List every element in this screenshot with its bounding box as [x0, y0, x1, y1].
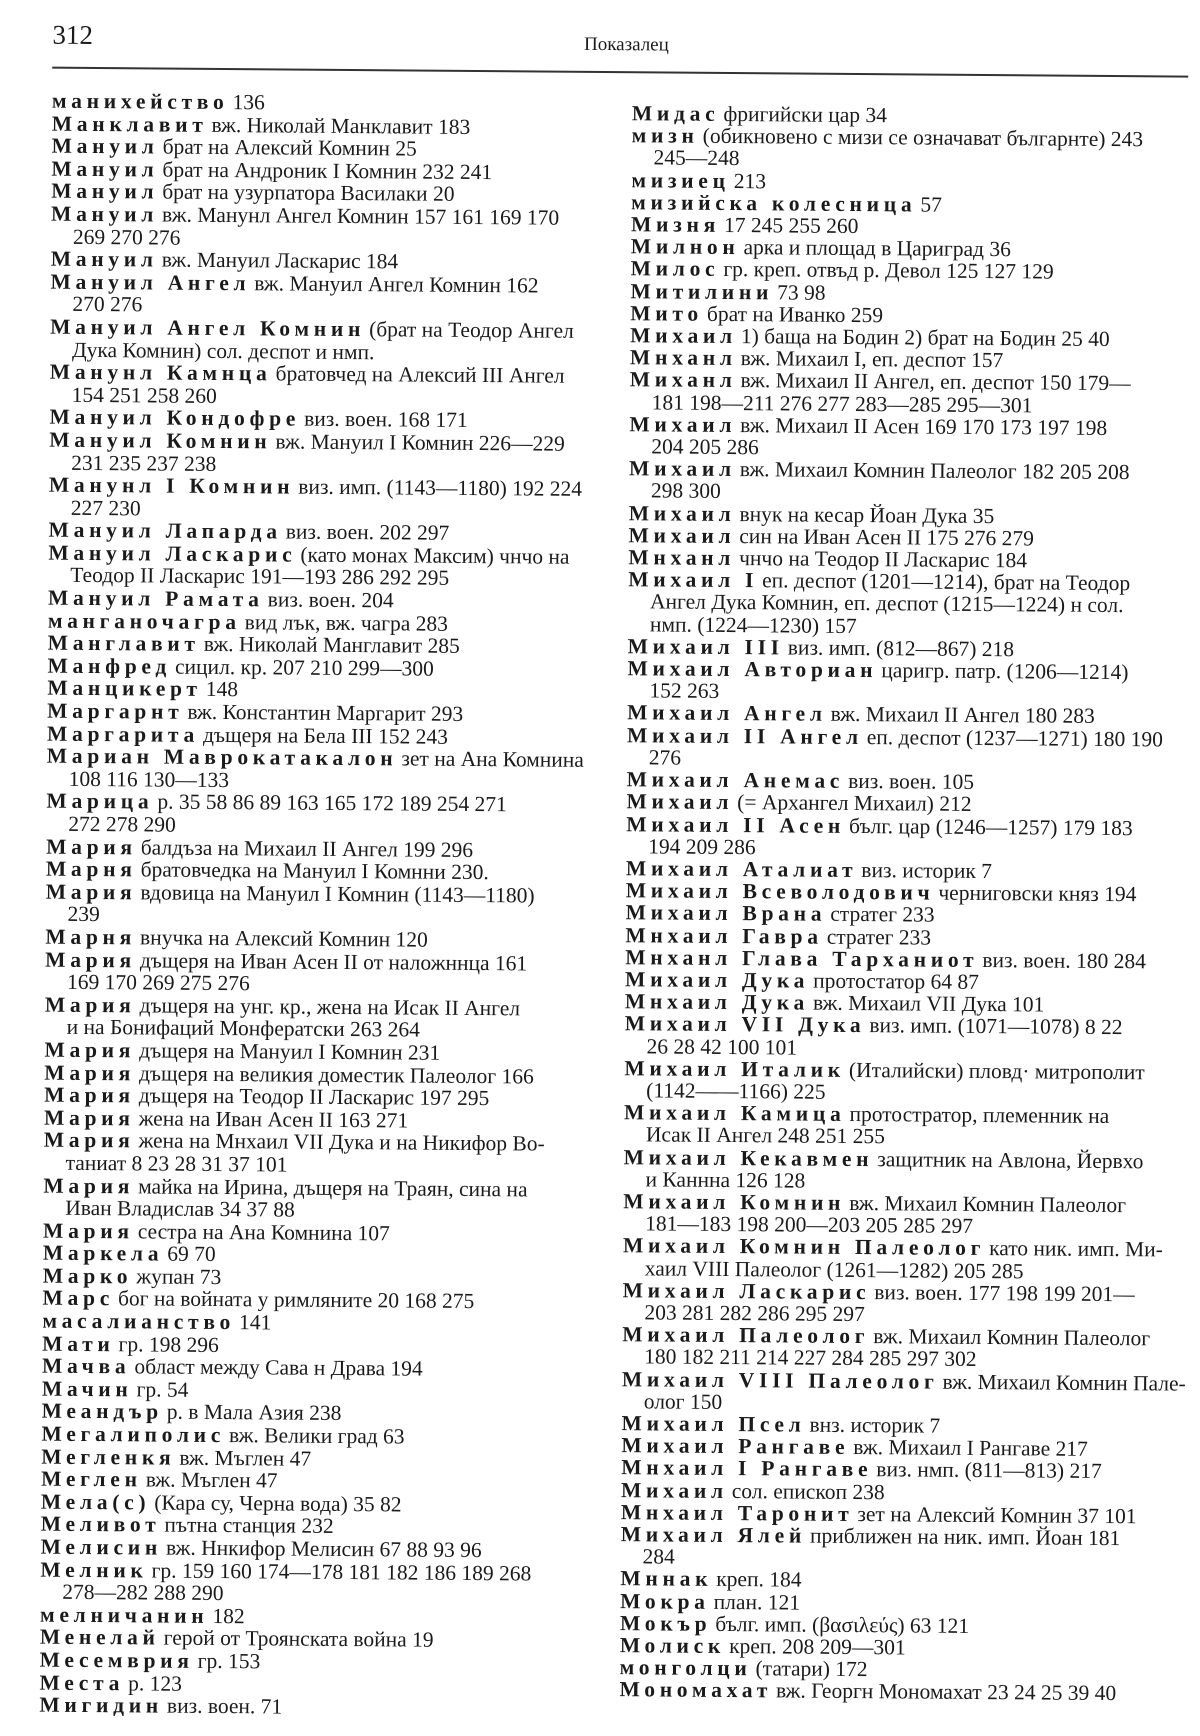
entry-text: майка на Ирина, дъщеря на Траян, сина на: [138, 1173, 528, 1201]
entry-text: Исак II Ангел 248 251 255: [645, 1122, 886, 1149]
entry-text: (= Архангел Михаил) 212: [737, 790, 972, 817]
entry-text: 276: [648, 745, 682, 770]
entry-text: виз. воен. 168 171: [304, 406, 468, 433]
entry-first-line: [619, 1679, 1189, 1706]
index-entry: [624, 1013, 1194, 1062]
entry-text: 272 278 290: [68, 811, 176, 837]
entry-headword: Михаил Палеолог: [622, 1322, 870, 1349]
entry-headword: Михаил Комнин: [623, 1189, 846, 1215]
entry-text: вж. Николай Манклавит 183: [211, 112, 471, 139]
page-number: 312: [52, 19, 94, 50]
entry-text: област между Сава н Драва 194: [134, 1354, 423, 1381]
entry-text: 148: [205, 677, 239, 702]
index-entry: [49, 429, 609, 479]
entry-text: олог 150: [643, 1389, 723, 1414]
index-entry: [40, 1558, 600, 1608]
entry-headword: Мануил: [51, 133, 159, 159]
index-entry: [39, 1694, 599, 1721]
entry-text: като ник. имп. Ми-: [989, 1236, 1163, 1262]
entry-text: сицил. кр. 207 210 299—300: [174, 654, 434, 681]
entry-headword: Михаил Ялей: [620, 1522, 807, 1548]
entry-text: р. в Мала Азия 238: [166, 1400, 342, 1426]
entry-text: вж. Константин Маргарит 293: [187, 699, 464, 726]
entry-headword: Мегленкя: [41, 1444, 176, 1470]
entry-headword: мизиец: [631, 167, 730, 193]
entry-headword: Мария: [43, 1127, 135, 1153]
index-entry: [51, 203, 611, 253]
index-entry: [622, 1279, 1192, 1328]
index-entry: [630, 369, 1200, 418]
entry-text: стратег 233: [826, 924, 932, 950]
entry-headword: Мануил Ангел: [50, 269, 251, 295]
entry-text: еп. деспот (1237—1271) 180 190: [866, 724, 1164, 752]
index-entry: [624, 1101, 1194, 1150]
index-entry: [50, 270, 610, 320]
entry-headword: Михаил Ласкарис: [622, 1277, 871, 1304]
entry-headword: Маргарнт: [47, 698, 184, 724]
entry-text: 298 300: [650, 478, 721, 504]
index-entry: [48, 542, 608, 592]
entry-headword: манихейство: [51, 88, 229, 115]
entry-text: вж. Михаил Комнин Пале-: [942, 1369, 1186, 1396]
entry-text: 239: [67, 902, 100, 927]
index-entry: [623, 1190, 1193, 1239]
entry-text: зет на Алексий Комнин 37 101: [857, 1501, 1137, 1529]
entry-headword: Манфред: [47, 653, 172, 679]
entry-text: гр. 153: [197, 1648, 261, 1674]
entry-text: фригийски цар 34: [723, 101, 888, 128]
entry-headword: Михаил Авториан: [627, 656, 878, 683]
entry-text: (Италийски) пловд· митрополит: [848, 1057, 1145, 1085]
index-entry: [45, 993, 605, 1043]
entry-text: 181 198—211 276 277 283—285 295—301: [651, 390, 1033, 418]
entry-text: 269 270 276: [72, 224, 181, 250]
entry-text: вж. Михаил Комнин Палеолог: [849, 1190, 1127, 1218]
entry-text: вж. Михаил VII Дука 101: [812, 990, 1045, 1017]
entry-headword: Мануил Рамата: [47, 585, 264, 612]
entry-text: 231 235 237 238: [71, 450, 217, 476]
entry-headword: Мария: [44, 1037, 136, 1063]
entry-headword: Мария: [43, 1218, 134, 1244]
entry-headword: Манклавит: [51, 111, 208, 137]
entry-headword: Мачва: [41, 1353, 131, 1379]
entry-headword: Мегалиполис: [41, 1421, 226, 1448]
entry-headword: масалианство: [42, 1308, 236, 1335]
entry-text: дъщеря на Иван Асен II от наложннца 161: [139, 947, 528, 975]
index-entry: [47, 745, 607, 795]
entry-headword: Михаил Анемас: [626, 767, 845, 794]
entry-text: вж. Ннкифор Мелисин 67 88 93 96: [165, 1535, 482, 1563]
entry-headword: Мария: [44, 1060, 136, 1085]
entry-headword: Мария: [43, 1105, 135, 1131]
entry-headword: Манунл I Комнин: [48, 472, 295, 499]
entry-headword: Мария: [44, 1082, 135, 1108]
index-entry: [629, 457, 1199, 506]
entry-text: Иван Владислав 34 37 88: [65, 1195, 295, 1222]
entry-headword: Мануил: [51, 156, 159, 182]
entry-text: хаил VIII Палеолог (1261—1282) 205 285: [644, 1255, 1024, 1283]
entry-text: пътна станция 232: [164, 1513, 334, 1539]
index-entry: [620, 1523, 1190, 1572]
entry-text: черниговски княз 194: [938, 880, 1137, 907]
entry-text: 108 116 130—133: [68, 766, 230, 792]
entry-text: вж. Мануил Ласкарис 184: [161, 247, 399, 274]
entry-text: дъщеря на Мануил I Комнин 231: [139, 1038, 441, 1065]
entry-headword: Мануил Ангел Комнин: [50, 314, 366, 342]
entry-text: протостатор 64 87: [813, 968, 979, 994]
entry-headword: Мнханл: [629, 345, 737, 371]
entry-headword: Милнон: [630, 234, 740, 260]
entry-headword: Меглен: [41, 1466, 142, 1492]
entry-text: р. 35 58 86 89 163 165 172 189 254 271: [157, 789, 507, 817]
entry-text: виз. воен. 180 284: [982, 947, 1147, 974]
entry-text: дъщеря на Бела III 152 243: [202, 722, 448, 749]
entry-headword: Меливот: [40, 1512, 161, 1537]
entry-text: виз. воен. 202 297: [285, 519, 450, 546]
entry-headword: Мануил Кондофре: [49, 404, 301, 431]
entry-headword: Михаил Комнин Палеолог: [622, 1233, 986, 1261]
entry-text: гр. 54: [136, 1377, 189, 1402]
entry-text: 57: [920, 192, 943, 217]
entry-headword: Михаил VIII Палеолог: [621, 1366, 939, 1394]
entry-headword: Миханл: [629, 367, 737, 393]
entry-headword: Мигидин: [39, 1692, 164, 1718]
entry-text: зет на Ана Комнина: [401, 746, 585, 773]
entry-text: внук на кесар Йоан Дука 35: [739, 501, 995, 528]
entry-text: 152 263: [649, 678, 720, 704]
entry-text: 169 170 269 275 276: [66, 969, 250, 996]
entry-text: (брат на Теодор Ангел: [369, 317, 574, 343]
entry-text: протостратор, племенник на: [849, 1102, 1110, 1129]
index-column-left: [39, 90, 612, 1721]
entry-headword: Месемврия: [39, 1647, 194, 1673]
entry-headword: Менелай: [39, 1625, 160, 1650]
entry-headword: Мария: [45, 879, 137, 905]
entry-text: брат на Алексий Комнин 25: [162, 134, 417, 161]
entry-text: виз. историк 7: [861, 857, 993, 883]
header-rule: [52, 67, 1188, 78]
entry-text: 26 28 42 100 101: [646, 1033, 798, 1060]
entry-text: вж. Николай Манглавит 285: [203, 632, 460, 659]
entry-headword: Марс: [42, 1286, 115, 1311]
entry-text: вж. Мъглен 47: [179, 1445, 312, 1471]
entry-text: 69 70: [167, 1241, 216, 1267]
entry-headword: Мати: [42, 1331, 115, 1356]
entry-text: сестра на Ана Комнина 107: [137, 1219, 390, 1246]
entry-text: виз. нмп. (811—813) 217: [876, 1457, 1102, 1484]
entry-text: 227 230: [70, 495, 141, 521]
entry-text: план. 121: [713, 1589, 801, 1615]
entry-headword: Михаил Рангаве: [621, 1433, 850, 1460]
entry-headword: Мануил: [50, 246, 158, 272]
index-entry: [628, 568, 1199, 639]
entry-text: виз. имп. (1143—1180) 192 224: [298, 474, 583, 501]
entry-text: дъщеря на унг. кр., жена на Исак II Ангел: [139, 993, 521, 1021]
entry-headword: Михаил: [628, 523, 736, 548]
entry-text: братовчед на Алексий III Ангел: [275, 361, 565, 388]
entry-headword: Митилини: [630, 278, 774, 304]
index-entry: [46, 790, 606, 840]
entry-text: виз. имп. (1071—1078) 8 22: [869, 1013, 1123, 1040]
index-entry: [49, 474, 609, 524]
index-entry: [619, 1679, 1189, 1706]
entry-headword: Михаил Всеволодович: [625, 878, 935, 905]
entry-headword: Михаил: [626, 789, 734, 815]
entry-text: внучка на Алексий Комнин 120: [139, 925, 428, 952]
entry-first-line: [621, 1523, 1191, 1550]
entry-headword: Милос: [630, 256, 720, 282]
entry-text: 245—248: [653, 145, 740, 171]
entry-text: жена на Мнхаил VII Дука и на Никифор Во-: [138, 1128, 545, 1156]
entry-headword: Михаил: [628, 500, 736, 526]
entry-headword: Меандър: [41, 1399, 163, 1425]
entry-headword: Мито: [630, 301, 704, 326]
entry-headword: Молиск: [619, 1633, 726, 1659]
entry-headword: Михаил Псел: [621, 1411, 806, 1437]
entry-headword: Михаил VII Дука: [624, 1011, 866, 1038]
entry-text: Ангел Дука Комнин, еп. деспот (1215—1224) н сол.: [649, 589, 1124, 618]
entry-text: 194 209 286: [648, 834, 756, 859]
entry-text: (татари) 172: [755, 1656, 868, 1682]
entry-text: 136: [232, 90, 265, 115]
entry-text: жупан 73: [136, 1264, 222, 1289]
entry-text: вж. Мануил I Комнин 226—229: [275, 429, 565, 456]
entry-headword: Места: [39, 1670, 125, 1695]
entry-headword: Мачин: [41, 1376, 133, 1402]
entry-headword: Михаил II Ангел: [626, 722, 863, 749]
entry-headword: Мария: [44, 992, 136, 1018]
entry-headword: Манунл Камнца: [49, 359, 272, 386]
index-entry: [626, 813, 1196, 862]
entry-text: вж. Михаил Комнин Палеолог 182 205 208: [739, 457, 1130, 485]
entry-text: стратег 233: [830, 902, 935, 927]
entry-text: 180 182 211 214 227 284 285 297 302: [644, 1344, 977, 1372]
entry-headword: Мокра: [620, 1588, 710, 1614]
entry-text: арка и площад в Цариград 36: [743, 235, 1011, 262]
entry-text: и Каннна 126 128: [645, 1167, 806, 1193]
entry-text: защитник на Авлона, Йервхо: [877, 1146, 1144, 1173]
index-entry: [624, 1057, 1194, 1106]
entry-text: герой от Троянската война 19: [163, 1625, 434, 1653]
entry-text: (Кара су, Черна вода) 35 82: [154, 1490, 402, 1517]
index-entry: [629, 413, 1199, 462]
entry-text: жена на Иван Асен II 163 271: [138, 1106, 409, 1133]
entry-headword: Мизня: [630, 212, 721, 237]
entry-headword: Мариан Маврокатакалон: [46, 743, 398, 771]
entry-text: и на Бонифаций Монфератски 263 264: [66, 1015, 421, 1042]
entry-first-line: [627, 724, 1197, 751]
entry-headword: Марня: [45, 856, 137, 882]
entry-text: вж. Мануил Ангел Комнин 162: [254, 271, 539, 298]
entry-text: гр. креп. отвъд р. Девол 125 127 129: [723, 257, 1054, 284]
entry-headword: Мануил Комнин: [49, 427, 272, 454]
entry-headword: Михаил Врана: [625, 900, 827, 927]
entry-headword: Марко: [42, 1263, 133, 1289]
entry-text: брат на Андроник I Комнин 232 241: [162, 157, 493, 184]
entry-headword: Мнхаил Дука: [624, 989, 810, 1015]
index-entry: [44, 1129, 604, 1179]
entry-text: виз. воен. 204: [267, 587, 394, 613]
entry-text: 182: [212, 1603, 245, 1629]
entry-headword: Манцикерт: [47, 676, 202, 702]
entry-text: вж. Михаил II Асен 169 170 173 197 198: [740, 412, 1108, 440]
index-entry: [631, 124, 1200, 173]
entry-headword: Михаил II Асен: [626, 811, 846, 838]
entry-text: 17 245 255 260: [723, 212, 859, 239]
index-entry: [622, 1323, 1192, 1372]
entry-text: балдъза на Михаил II Ангел 199 296: [140, 834, 474, 862]
entry-headword: Мануил: [51, 201, 159, 227]
index-entry: [43, 1174, 603, 1224]
entry-headword: Михаил I: [628, 567, 759, 593]
entry-text: вж. Михаил II Ангел 180 283: [830, 702, 1095, 729]
entry-headword: Мария: [46, 834, 137, 859]
entry-headword: Михаил: [620, 1477, 728, 1503]
entry-text: 1) баща на Бодин 2) брат на Бодин 25 40: [740, 324, 1110, 352]
index-entry: [50, 361, 610, 411]
entry-text: виз. воен. 177 198 199 201—: [874, 1279, 1135, 1306]
entry-text: Дука Комнин) сол. деспот и нмп.: [71, 337, 375, 364]
entry-headword: Михаил Ангел: [627, 700, 827, 727]
entry-headword: Мелник: [40, 1557, 148, 1583]
entry-headword: Марня: [45, 924, 137, 950]
entry-headword: Мидас: [631, 101, 720, 126]
entry-headword: мизийска колесница: [631, 190, 917, 217]
entry-headword: Мануил: [51, 179, 159, 204]
entry-headword: Михаил Аталиат: [625, 856, 858, 882]
entry-headword: Михаил Камица: [623, 1100, 846, 1127]
entry-text: (1142——1166) 225: [646, 1078, 826, 1104]
entry-text: вж. Велики град 63: [229, 1423, 405, 1449]
entry-text: внз. историк 7: [809, 1412, 941, 1438]
entry-headword: Марица: [46, 789, 154, 814]
entry-headword: Мануил Лапарда: [48, 517, 282, 544]
entry-text: 203 281 282 286 295 297: [644, 1300, 865, 1327]
index-entry: [623, 1146, 1193, 1195]
entry-headword: мелничанин: [40, 1602, 209, 1628]
entry-headword: Михаил: [630, 323, 737, 349]
entry-text: (обикновено с мизи се означават българнте) 243: [702, 123, 1144, 152]
entry-headword: Мелисин: [40, 1534, 163, 1560]
entry-text: 154 251 258 260: [71, 382, 217, 408]
entry-headword: Маргарита: [46, 721, 200, 747]
index-entry: [622, 1368, 1192, 1417]
entry-headword: Мануил Ласкарис: [48, 540, 297, 567]
entry-text: вж. Георгн Мономахат 23 24 25 39 40: [775, 1678, 1117, 1706]
entry-headword: Михаил Дука: [625, 967, 810, 993]
entry-headword: Мокър: [619, 1610, 712, 1636]
index-entry: [627, 657, 1197, 706]
entry-text: син на Иван Асен II 175 276 279: [739, 523, 1035, 551]
entry-text: виз. воен. 105: [848, 769, 975, 795]
entry-headword: Мнханл: [628, 545, 736, 571]
entry-headword: Михаил: [629, 456, 736, 482]
entry-text: 284: [642, 1544, 675, 1569]
entry-text: креп. 208 209—301: [729, 1634, 906, 1660]
entry-text: дъщеря на великия доместик Палеолог 166: [138, 1060, 534, 1089]
entry-text: вж. Михаил I, еп. деспот 157: [740, 346, 1004, 373]
index-entry: [50, 316, 610, 366]
entry-text: вж. Манунл Ангел Комнин 157 161 169 170: [162, 202, 560, 230]
entry-headword: Мела(с): [40, 1489, 151, 1515]
entry-headword: Мария: [43, 1173, 135, 1198]
entry-headword: Мннак: [620, 1566, 713, 1592]
index-entry: [46, 880, 606, 930]
entry-text: 270 276: [72, 292, 143, 317]
entry-first-line: [46, 880, 606, 907]
entry-text: гр. 159 160 174—178 181 182 186 189 268: [151, 1558, 532, 1586]
entry-headword: Михаил Италик: [624, 1055, 846, 1082]
entry-text: сол. епископ 238: [731, 1478, 885, 1504]
entry-headword: монголци: [619, 1655, 752, 1681]
entry-text: братовчедка на Мануил I Комнни 230.: [140, 857, 489, 885]
entry-text: дъщеря на Теодор II Ласкарис 197 295: [138, 1083, 490, 1111]
entry-text: вж. Мъглен 47: [145, 1467, 278, 1493]
entry-headword: Мономахат: [619, 1677, 773, 1703]
entry-text: бог на войната у римляните 20 168 275: [117, 1286, 475, 1314]
entry-text: еп. деспот (1201—1214), брат на Теодор: [762, 568, 1131, 596]
entry-text: виз. имп. (812—867) 218: [787, 635, 1015, 662]
entry-headword: Мнхаил Гавра: [625, 922, 823, 949]
entry-text: нмп. (1224—1230) 157: [649, 612, 857, 638]
entry-text: 204 205 286: [651, 434, 759, 460]
entry-text: вдовица на Мануил I Комнин (1143—1180): [140, 880, 535, 908]
entry-headword: Михаил: [629, 412, 737, 437]
entry-text: 181—183 198 200—203 205 285 297: [645, 1211, 974, 1239]
entry-text: чнчо на Теодор II Ласкарис 184: [739, 546, 1028, 573]
running-title: Показалец: [583, 33, 669, 56]
entry-text: 73 98: [777, 279, 826, 305]
entry-text: Теодор II Ласкарис 191—193 286 292 295: [70, 563, 450, 591]
entry-text: виз. воен. 71: [166, 1693, 283, 1719]
entry-headword: мизн: [631, 123, 699, 148]
entry-text: вж. Михаил I Рангаве 217: [853, 1435, 1088, 1462]
entry-headword: Мнхаил I Рангаве: [621, 1455, 873, 1482]
index-entry: [627, 724, 1197, 773]
entry-text: (като монах Максим) чнчо на: [300, 542, 570, 569]
index-column-right: [619, 102, 1200, 1705]
entry-text: бълг. имп. (βασιλεύς) 63 121: [715, 1611, 970, 1638]
entry-first-line: [39, 1694, 599, 1721]
entry-text: брат на Иванко 259: [706, 301, 884, 328]
index-entry: [623, 1235, 1193, 1284]
entry-text: брат на узурпатора Василаки 20: [162, 179, 455, 207]
entry-text: бълг. цар (1246—1257) 179 183: [849, 813, 1133, 840]
entry-text: гр. 198 296: [118, 1331, 219, 1357]
entry-text: таниат 8 23 28 31 37 101: [65, 1150, 288, 1177]
entry-text: вж. Михаил II Ангел, еп. деспот 150 179—: [740, 368, 1131, 396]
index-entry: [45, 948, 605, 998]
entry-headword: Михаил Кекавмен: [623, 1144, 874, 1171]
entry-text: 141: [238, 1310, 272, 1335]
entry-text: р. 123: [128, 1670, 182, 1696]
entry-headword: Михаил III: [627, 634, 784, 660]
entry-headword: Мнханл Глава Тарханиот: [625, 944, 979, 972]
entry-headword: Манглавит: [47, 630, 200, 657]
entry-text: вид лък, вж. чагра 283: [244, 609, 449, 636]
entry-headword: манганочагра: [47, 608, 241, 634]
entry-text: вж. Михаил Комнин Палеолог: [873, 1324, 1151, 1351]
entry-text: царигр. патр. (1206—1214): [881, 658, 1129, 685]
entry-headword: Мария: [45, 947, 137, 972]
entry-headword: Маркела: [42, 1240, 164, 1266]
entry-text: 213: [733, 168, 767, 193]
entry-text: 278—282 288 290: [62, 1579, 224, 1606]
entry-text: креп. 184: [716, 1567, 802, 1593]
entry-text: приближен на ник. имп. Йоан 181: [809, 1523, 1121, 1551]
entry-headword: Мнхаил Таронит: [620, 1499, 854, 1526]
